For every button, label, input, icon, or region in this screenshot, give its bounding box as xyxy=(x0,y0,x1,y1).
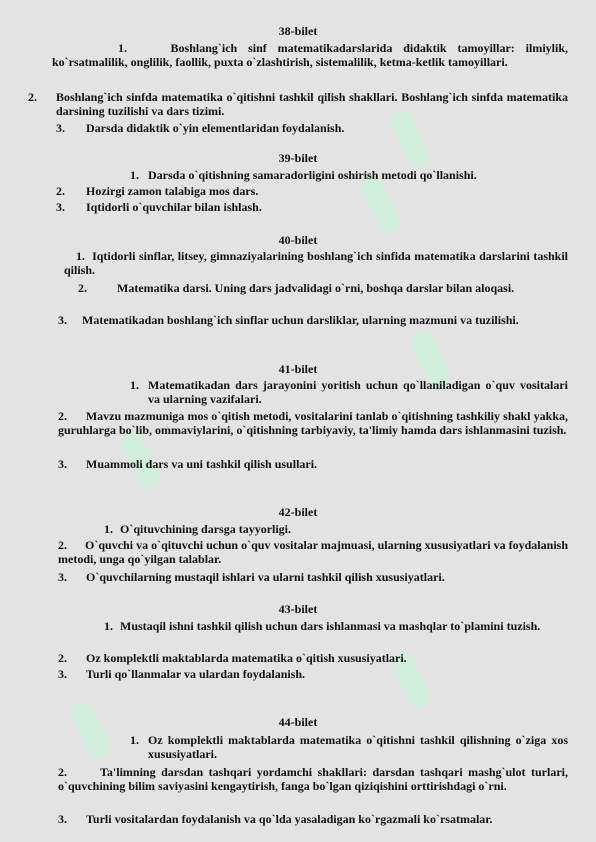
question-number: 2. xyxy=(58,651,67,665)
question-item xyxy=(56,200,568,214)
question-number: 2. xyxy=(58,765,67,779)
question-number: 3. xyxy=(56,121,65,135)
question-number: 1. xyxy=(104,619,113,633)
question-item xyxy=(56,121,568,135)
question-number: 1. xyxy=(76,249,85,263)
question-item xyxy=(64,249,568,277)
question-text: Darsda o`qitishning samaradorligini oshirish metodi qo`llanishi. xyxy=(148,168,477,182)
question-item xyxy=(130,733,568,761)
question-number: 1. xyxy=(118,41,127,55)
question-text: Boshlang`ich sinf matematikadarslarida didaktik tamoyillar: ilmiylik, ko`rsatmalilik, onglilik, faollik, puxta o`zlashtirish, sistemalilik, ketma-ketlik tamoyillari. xyxy=(52,41,569,69)
question-text: Ta'limning darsdan tashqari yordamchi shakllari: darsdan tashqari mashg`ulot turlari, o`quvchining bilim saviyasini kengaytirish, fanga bo`lgan qiziqishini orttirishdagi o`rni. xyxy=(58,765,569,793)
question-item xyxy=(58,313,568,327)
question-number: 3. xyxy=(56,200,65,214)
question-item xyxy=(58,570,568,584)
question-number: 1. xyxy=(130,168,139,182)
question-number: 2. xyxy=(78,281,87,295)
question-item xyxy=(58,538,568,566)
question-item xyxy=(130,378,568,406)
question-text: O`quvchilarning mustaqil ishlari va ularni tashkil qilish xususiyatlari. xyxy=(86,570,445,584)
watermark-shape xyxy=(68,698,113,762)
question-text: O`qituvchining darsga tayyorligi. xyxy=(120,522,292,536)
question-number: 1. xyxy=(104,522,113,536)
question-text: Boshlang`ich sinfda matematika o`qitishni tashkil qilish shakllari. Boshlang`ich sinfda matematika darsining tuzilishi va dars tizimi. xyxy=(56,90,568,118)
question-item xyxy=(130,168,568,182)
question-text: Muammoli dars va uni tashkil qilish usullari. xyxy=(86,457,318,471)
question-number: 3. xyxy=(58,812,67,826)
question-text: Matematikadan dars jarayonini yoritish uchun qo`llaniladigan o`quv vositalari va ularning vazifalari. xyxy=(148,378,568,406)
question-item xyxy=(64,281,568,295)
ticket-title: 42-bilet xyxy=(278,505,318,519)
question-item xyxy=(58,457,568,471)
question-text: Turli qo`llanmalar va ulardan foydalanish. xyxy=(86,667,306,681)
question-text: Turli vositalardan foydalanish va qo`lda yasaladigan ko`rgazmali ko`rsatmalar. xyxy=(86,812,493,826)
ticket-title: 44-bilet xyxy=(278,715,318,729)
question-item xyxy=(28,90,568,118)
ticket-title: 39-bilet xyxy=(278,151,318,165)
question-text: Mustaqil ishni tashkil qilish uchun dars ishlanmasi va mashqlar to`plamini tuzish. xyxy=(120,619,541,633)
question-number: 3. xyxy=(58,667,67,681)
question-text: Mavzu mazmuniga mos o`qitish metodi, vositalarini tanlab o`qitishning tashkiliy shakl yakka, guruhlarga bo`lib, ommaviylarini, o`qitishning tarbiyaviy, ta'limiy hamda dars ishlanmasini tuzish. xyxy=(58,409,568,437)
question-item xyxy=(58,667,568,681)
ticket-title: 41-bilet xyxy=(278,362,318,376)
question-text: Hozirgi zamon talabiga mos dars. xyxy=(86,184,259,198)
question-item xyxy=(58,765,568,793)
question-item xyxy=(56,184,568,198)
question-text: Iqtidorli o`quvchilar bilan ishlash. xyxy=(86,200,262,214)
question-item xyxy=(58,409,568,437)
question-number: 1. xyxy=(130,378,139,392)
question-text: Matematikadan boshlang`ich sinflar uchun darsliklar, ularning mazmuni va tuzilishi. xyxy=(82,313,519,327)
question-text: O`quvchi va o`qituvchi uchun o`quv vositalar majmuasi, ularning xususiyatlari va foydalanish metodi, unga qo`yilgan talablar. xyxy=(58,538,568,566)
ticket-title: 43-bilet xyxy=(278,602,318,616)
question-number: 2. xyxy=(58,538,67,552)
question-text: Oz komplektli maktablarda matematika o`qitishni tashkil qilishning o`ziga xos xususiyatlari. xyxy=(148,733,568,761)
question-number: 2. xyxy=(28,90,37,104)
question-text: Oz komplektli maktablarda matematika o`qitish xususiyatlari. xyxy=(86,651,407,665)
question-number: 3. xyxy=(58,313,67,327)
question-text: Iqtidorli sinflar, litsey, gimnaziyalarining boshlang`ich sinfida matematika darslarini tashkil qilish. xyxy=(64,249,568,277)
question-item xyxy=(104,522,568,536)
question-item xyxy=(104,619,568,633)
question-number: 1. xyxy=(130,733,139,747)
ticket-title: 38-bilet xyxy=(278,24,318,38)
question-number: 2. xyxy=(56,184,65,198)
question-text: Darsda didaktik o`yin elementlaridan foydalanish. xyxy=(86,121,345,135)
question-text: Matematika darsi. Uning dars jadvalidagi o`rni, boshqa darslar bilan aloqasi. xyxy=(117,281,515,295)
question-item xyxy=(58,651,568,665)
ticket-title: 40-bilet xyxy=(278,233,318,247)
question-number: 3. xyxy=(58,457,67,471)
question-number: 3. xyxy=(58,570,67,584)
question-item xyxy=(58,812,568,826)
question-item xyxy=(52,41,568,69)
question-number: 2. xyxy=(58,409,67,423)
